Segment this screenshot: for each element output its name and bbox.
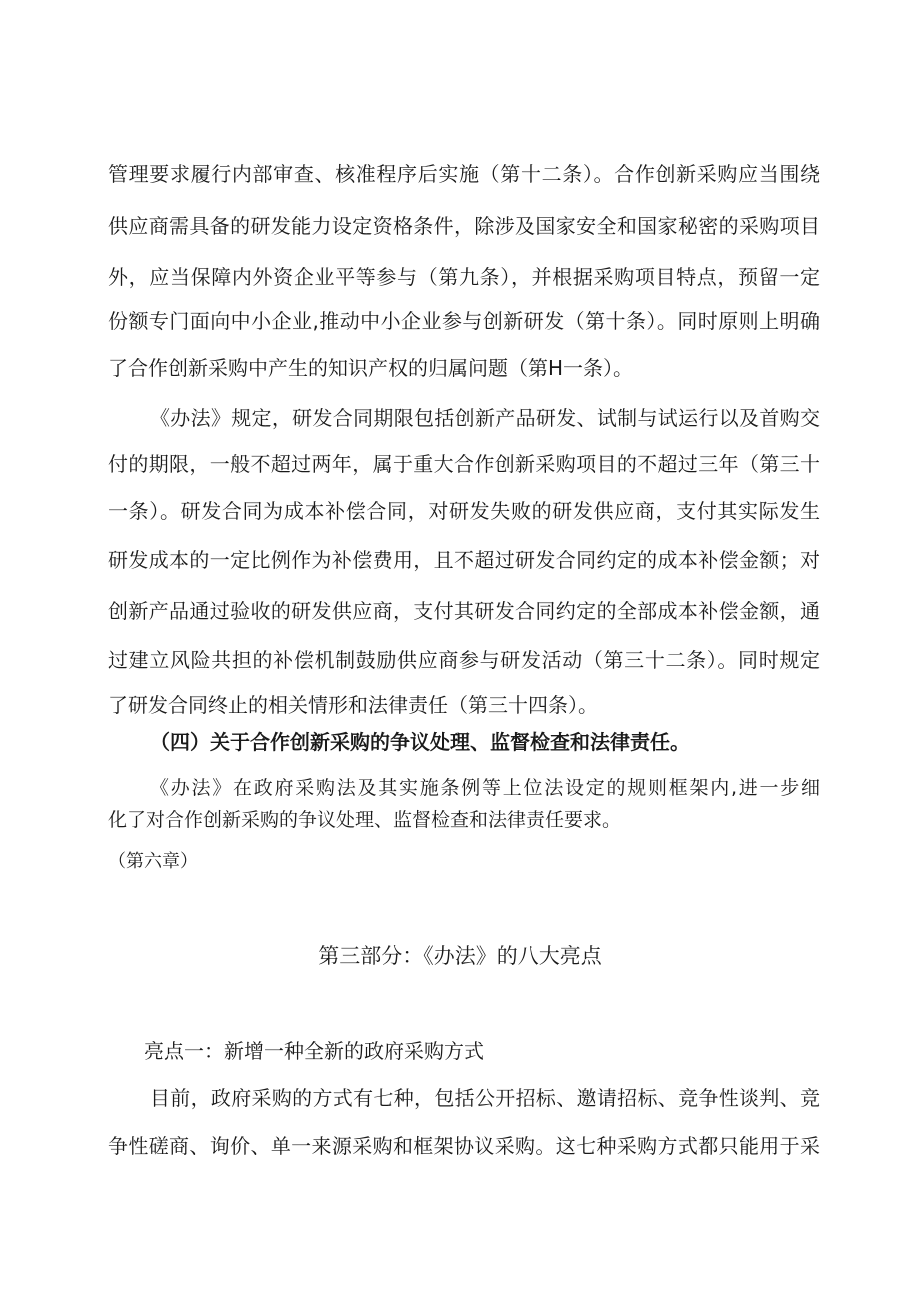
paragraph1-line: 外，应当保障内外资企业平等参与（第九条），并根据采购项目特点，预留一定 <box>108 265 820 289</box>
chapter-reference: （第六章） <box>108 851 198 872</box>
paragraph3-line: 《办法》在政府采购法及其实施条例等上位法设定的规则框架内,进一步细 <box>150 777 820 799</box>
paragraph4-line: 争性磋商、询价、单一来源采购和框架协议采购。这七种采购方式都只能用于采 <box>108 1134 820 1158</box>
paragraph2-line: 创新产品通过验收的研发供应商，支付其研发合同约定的全部成本补偿金额，通 <box>108 599 820 623</box>
section4-heading: （四）关于合作创新采购的争议处理、监督检查和法律责任。 <box>150 730 690 754</box>
paragraph2-line: 过建立风险共担的补偿机制鼓励供应商参与研发活动（第三十二条）。同时规定 <box>108 648 820 672</box>
paragraph4-line: 目前，政府采购的方式有七种，包括公开招标、邀请招标、竞争性谈判、竞 <box>150 1086 820 1110</box>
paragraph1-line: 管理要求履行内部审查、核准程序后实施（第十二条）。合作创新采购应当围绕 <box>108 162 820 186</box>
paragraph2-line: 了研发合同终止的相关情形和法律责任（第三十四条）。 <box>108 693 598 717</box>
paragraph1-line: 供应商需具备的研发能力设定资格条件，除涉及国家安全和国家秘密的采购项目 <box>108 214 820 238</box>
paragraph1-line: 了合作创新采购中产生的知识产权的归属问题（第H一条）。 <box>108 356 634 380</box>
paragraph2-line: 付的期限，一般不超过两年，属于重大合作创新采购项目的不超过三年（第三十 <box>108 452 820 476</box>
part3-title: 第三部分：《办法》的八大亮点 <box>318 944 602 968</box>
paragraph2-line: 《办法》规定，研发合同期限包括创新产品研发、试制与试运行以及首购交 <box>150 406 820 430</box>
paragraph2-line: 研发成本的一定比例作为补偿费用，且不超过研发合同约定的成本补偿金额；对 <box>108 548 820 572</box>
highlight1-heading: 亮点一：新增一种全新的政府采购方式 <box>144 1039 484 1063</box>
paragraph2-line: 一条）。研发合同为成本补偿合同，对研发失败的研发供应商，支付其实际发生 <box>108 499 820 523</box>
paragraph1-line: 份额专门面向中小企业,推动中小企业参与创新研发（第十条）。同时原则上明确 <box>108 309 820 333</box>
paragraph3-line: 化了对合作创新采购的争议处理、监督检查和法律责任要求。 <box>108 809 622 831</box>
